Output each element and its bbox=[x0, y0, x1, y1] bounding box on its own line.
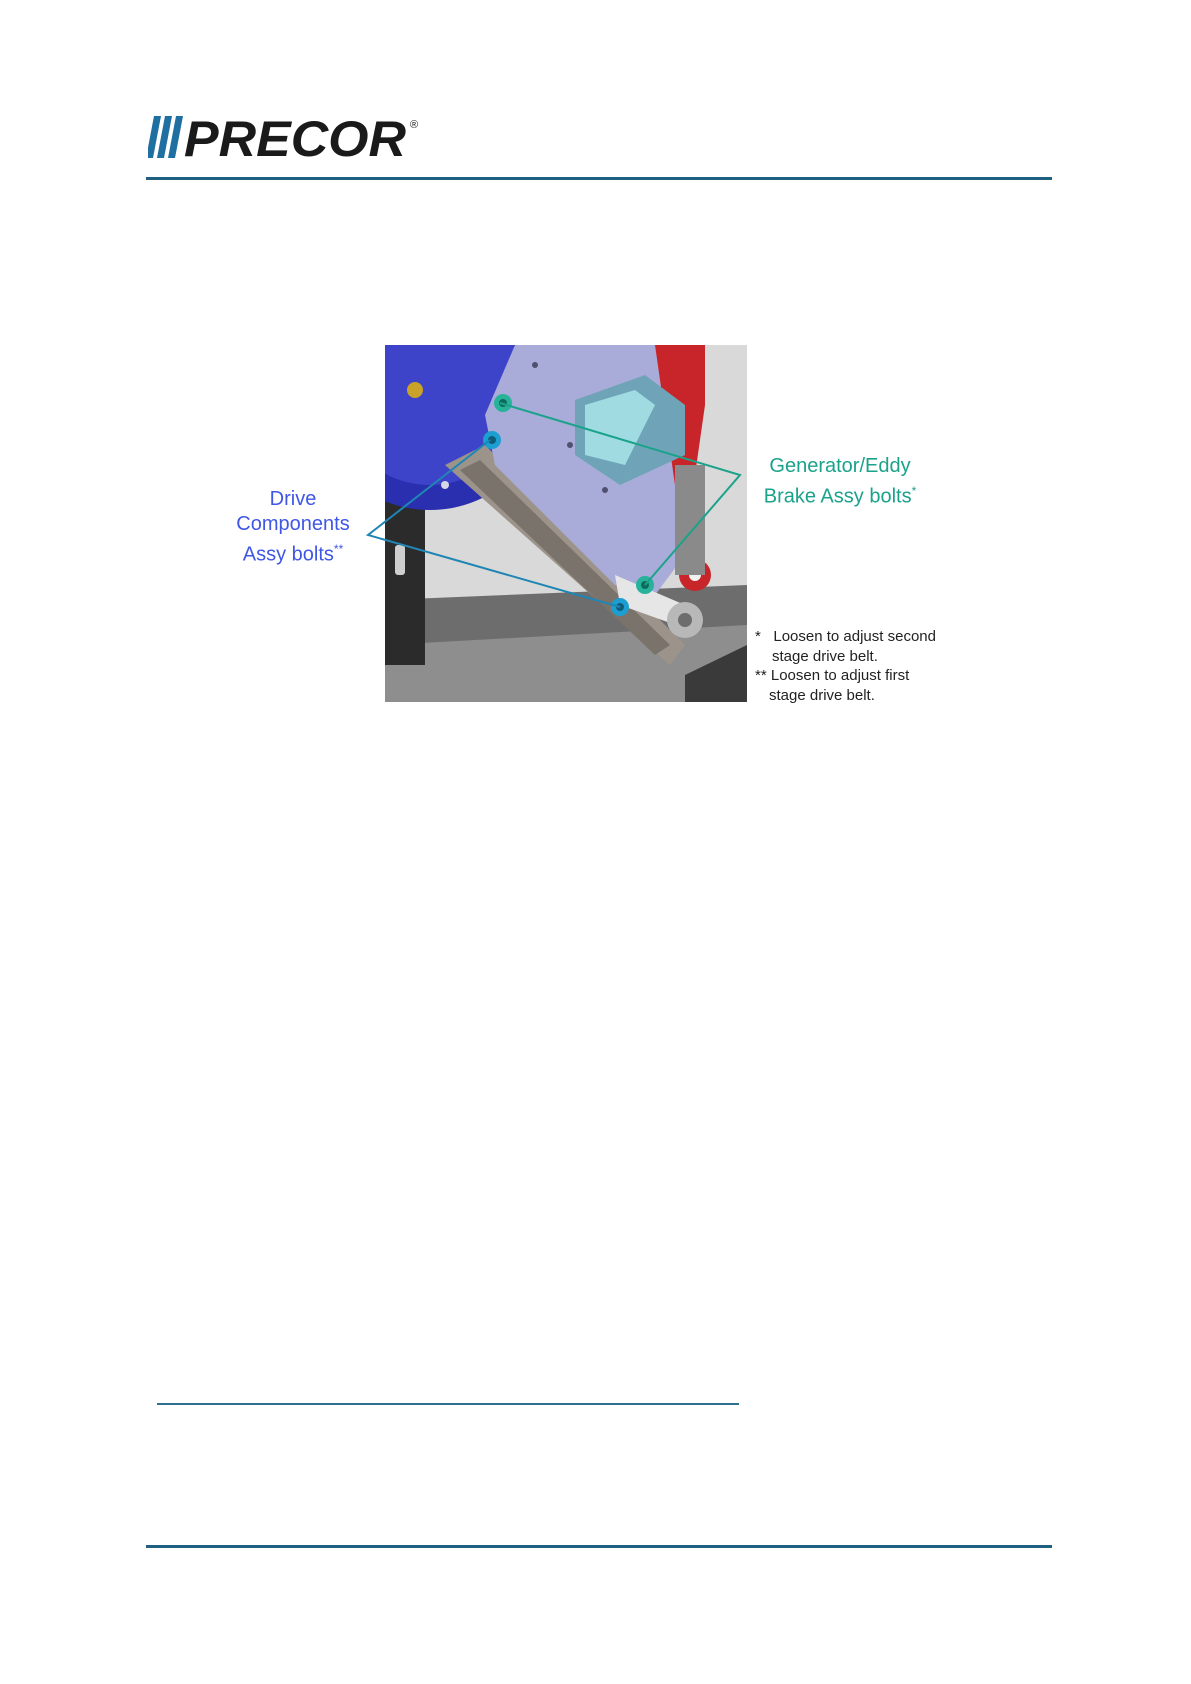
footnote-mark: * bbox=[911, 484, 917, 498]
callout-line: Assy bolts bbox=[242, 543, 334, 566]
header-rule bbox=[146, 177, 1052, 180]
note-line bbox=[755, 686, 985, 706]
footnote-mark: ** bbox=[333, 542, 344, 556]
bolt-icon bbox=[494, 394, 512, 412]
callout-line: Brake Assy bolts bbox=[763, 485, 912, 508]
note-text: Loosen to adjust second bbox=[773, 628, 936, 645]
callout-line: Drive bbox=[269, 488, 317, 510]
bolt-icon bbox=[636, 576, 654, 594]
callout-line: Components bbox=[236, 513, 350, 535]
bolt-icon bbox=[611, 598, 629, 616]
precor-logo-mark bbox=[148, 116, 183, 158]
drive-assembly-figure bbox=[385, 345, 747, 702]
note-text: stage drive belt. bbox=[769, 686, 875, 704]
footer-rule bbox=[146, 1545, 1052, 1548]
precor-logo bbox=[148, 112, 428, 162]
footnote-separator bbox=[157, 1403, 739, 1405]
generator-brake-callout bbox=[745, 454, 935, 510]
note-line bbox=[755, 647, 985, 667]
drive-components-callout bbox=[208, 487, 378, 568]
bolt-icon bbox=[483, 431, 501, 449]
brand-wordmark: PRECOR bbox=[184, 112, 406, 162]
callout-line: Generator/Eddy bbox=[769, 455, 911, 477]
note-marker: * bbox=[755, 628, 761, 645]
note-text: Loosen to adjust first bbox=[770, 667, 910, 684]
note-text: stage drive belt. bbox=[772, 647, 878, 665]
registered-mark: ® bbox=[410, 119, 419, 131]
note-marker: ** bbox=[755, 667, 767, 684]
note-line bbox=[755, 627, 985, 647]
note-line bbox=[755, 666, 985, 686]
figure-notes bbox=[755, 627, 985, 705]
